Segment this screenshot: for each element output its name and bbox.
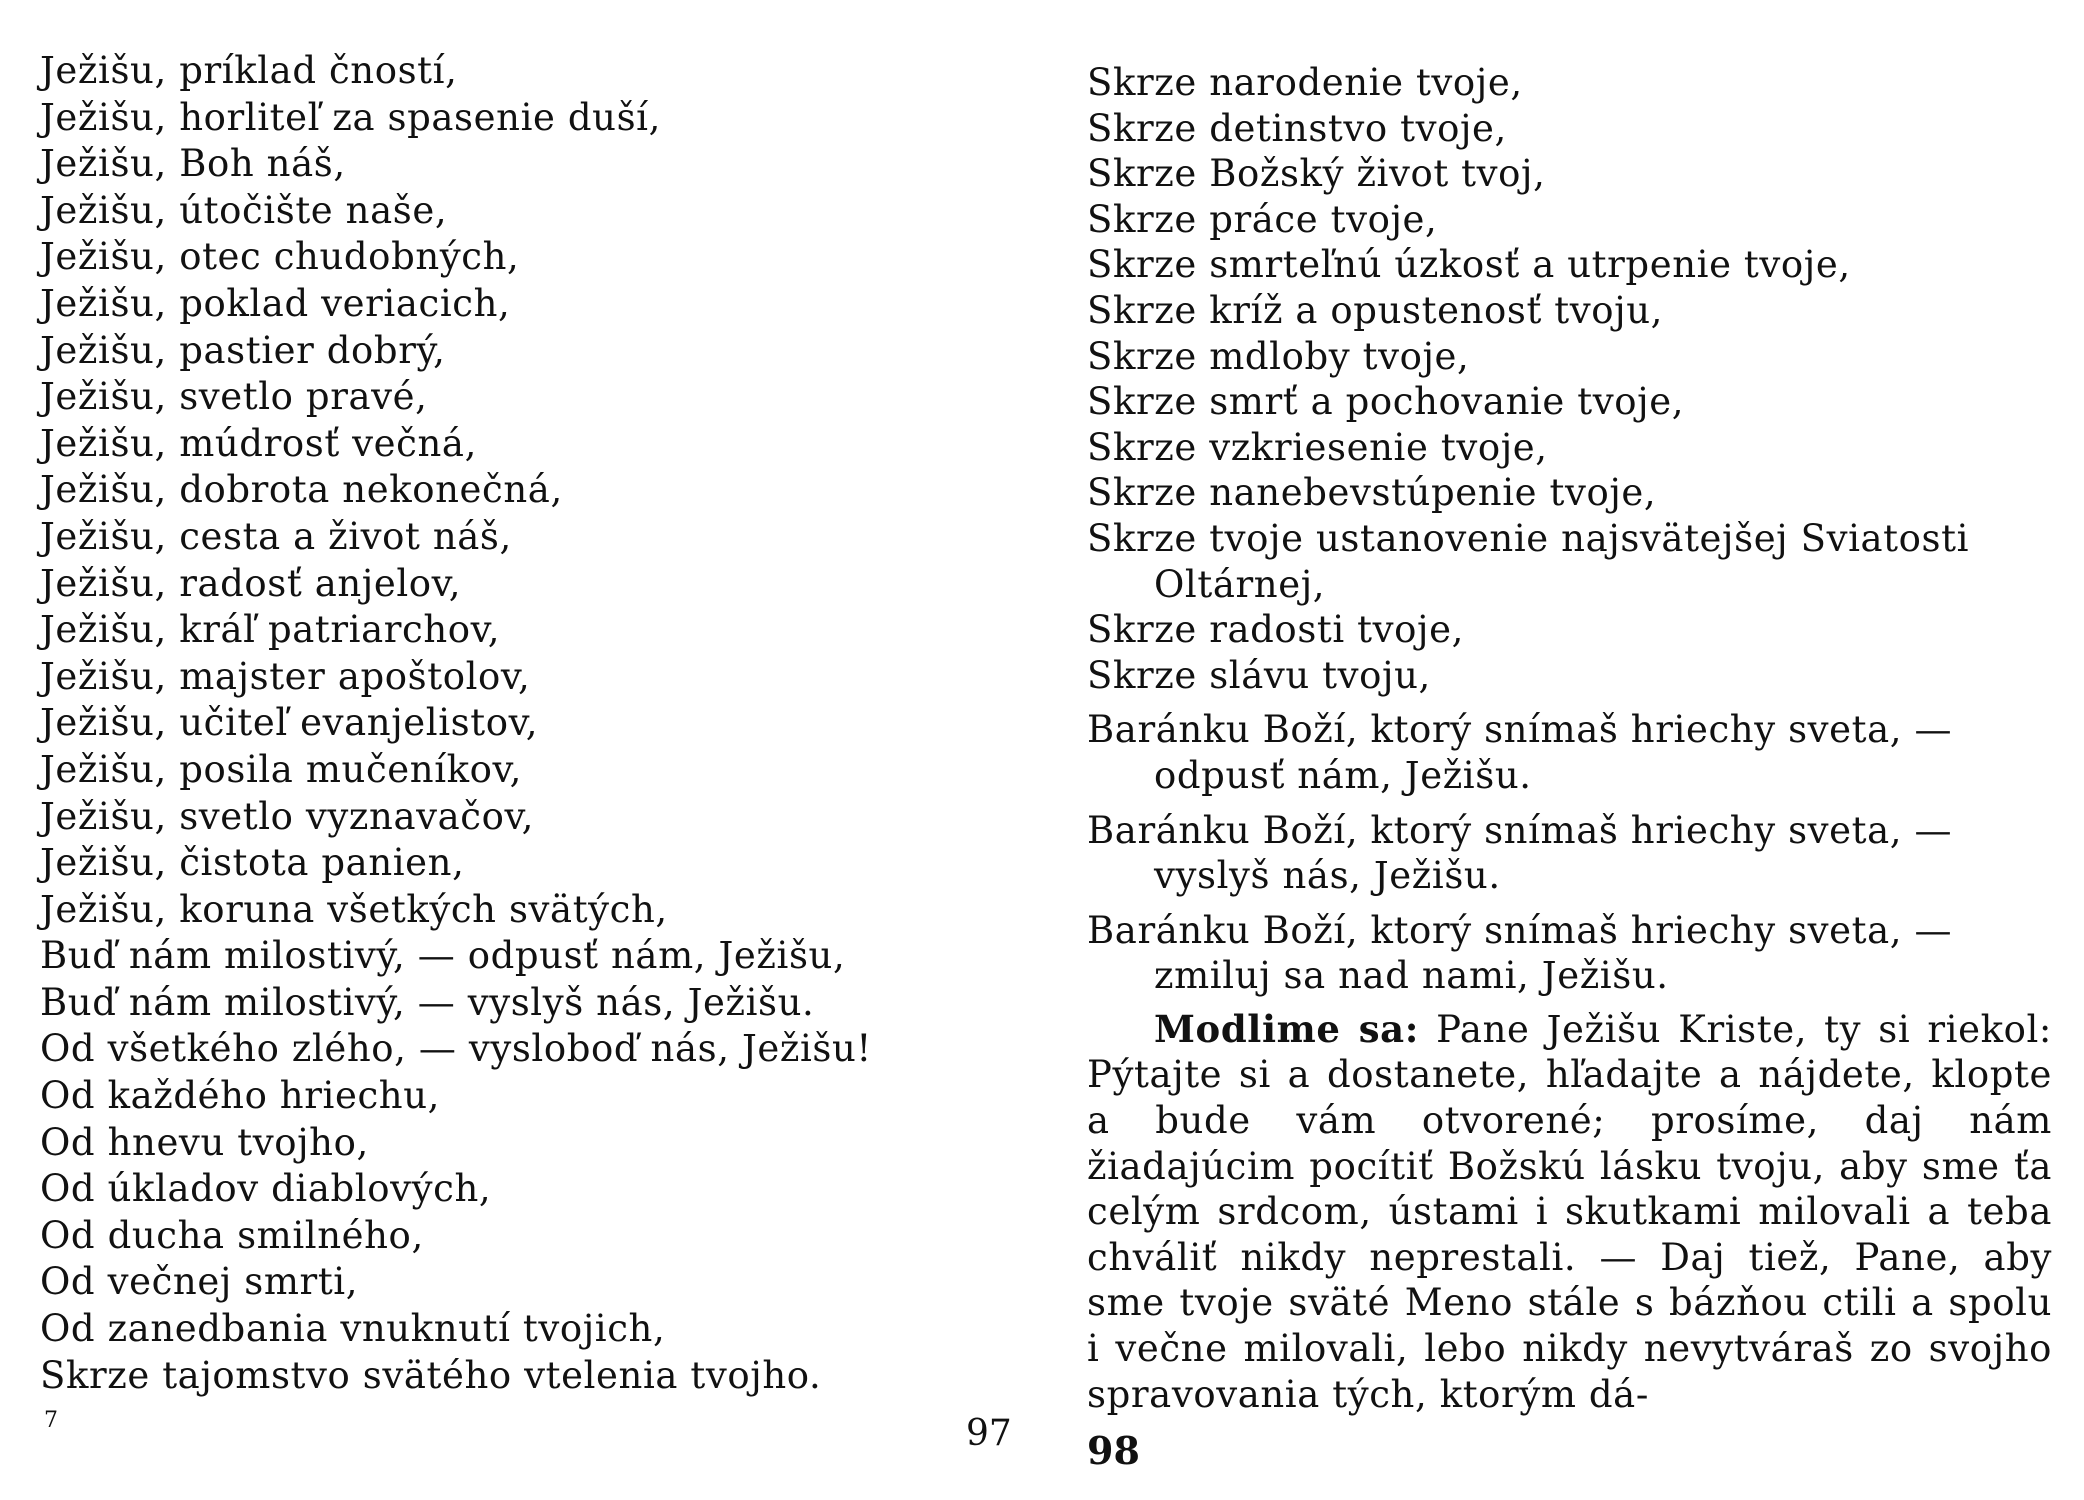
litany-list-right <box>1087 60 2052 1417</box>
agnus-dei-line: Baránku Boží, ktorý snímaš hriechy sveta, — <box>1087 708 1953 752</box>
litany-line: Skrze narodenie tvoje, <box>1087 61 1523 104</box>
litany-line: Buď nám milostivý, — odpusť nám, Ježišu, <box>40 934 846 978</box>
prayer-text: Pane Ježišu Kriste, ty si riekol: Pýtajte si a dostanete, hľadajte a nájdete, klopte a bude vám otvorené; prosíme, daj nám žiadajúcim pocítiť Božskú lásku tvoju, aby sme ťa celým srdcom, ústami i skutkami milovali a teba chváliť nikdy neprestali. — Daj tiež, Pane, aby sme tvoje sväté Meno stále s bázňou ctili a spolu i večne milovali, lebo nikdy nevytváraš zo svojho spravovania tých, ktorým dá- <box>1087 1007 2052 1416</box>
litany-line: Ježišu, Boh náš, <box>40 142 346 186</box>
litany-line: Od úkladov diablových, <box>40 1167 492 1211</box>
prayer-label: Modlime sa: <box>1154 1006 1419 1051</box>
litany-line: Skrze tvoje ustanovenie najsvätejšej Sviatosti <box>1087 516 1969 560</box>
litany-line: Ježišu, poklad veriacich, <box>40 281 511 325</box>
agnus-dei-invocation <box>1087 707 2052 798</box>
agnus-dei-response: odpusť nám, Ježišu. <box>1154 753 1532 797</box>
litany-line: Skrze smrť a pochovanie tvoje, <box>1087 380 1685 424</box>
litany-line-continuation: Oltárnej, <box>1154 562 1326 606</box>
closing-prayer <box>1087 1007 2052 1417</box>
litany-line: Skrze práce tvoje, <box>1087 197 1438 241</box>
litany-line: Ježišu, dobrota nekonečná, <box>40 468 563 512</box>
litany-line: Ježišu, cesta a život náš, <box>40 514 512 558</box>
page-number: 98 <box>1087 1428 1140 1473</box>
litany-line: Skrze slávu tvoju, <box>1087 653 1431 697</box>
litany-line: Ježišu, otec chudobných, <box>40 235 520 279</box>
litany-line: Ježišu, pastier dobrý, <box>40 328 446 372</box>
litany-line: Od večnej smrti, <box>40 1260 359 1304</box>
litany-line: Skrze tajomstvo svätého vtelenia tvojho. <box>40 1353 822 1397</box>
agnus-dei-invocation <box>1087 908 2052 999</box>
litany-line: Ježišu, učiteľ evanjelistov, <box>40 701 539 745</box>
litany-line: Buď nám milostivý, — vyslyš nás, Ježišu. <box>40 980 815 1024</box>
litany-line: Ježišu, posila mučeníkov, <box>40 747 522 791</box>
folio-mark: 7 <box>44 1408 58 1433</box>
litany-line: Ježišu, útočište naše, <box>40 188 448 232</box>
litany-line: Ježišu, svetlo pravé, <box>40 375 428 419</box>
litany-line: Od zanedbania vnuknutí tvojich, <box>40 1307 666 1351</box>
agnus-dei-line: Baránku Boží, ktorý snímaš hriechy sveta, — <box>1087 908 1953 952</box>
litany-line: Skrze vzkriesenie tvoje, <box>1087 425 1548 469</box>
agnus-dei-invocation <box>1087 808 2052 899</box>
litany-line: Ježišu, príklad čností, <box>40 49 458 92</box>
litany-line: Ježišu, svetlo vyznavačov, <box>40 794 534 838</box>
litany-line: Ježišu, koruna všetkých svätých, <box>40 887 668 931</box>
litany-line: Skrze smrteľnú úzkosť a utrpenie tvoje, <box>1087 243 1851 287</box>
right-page <box>1042 0 2084 1500</box>
litany-line: Od všetkého zlého, — vysloboď nás, Ježišu! <box>40 1027 872 1071</box>
page-number: 97 <box>966 1413 1012 1454</box>
litany-line: Ježišu, radosť anjelov, <box>40 561 462 605</box>
litany-line: Od hnevu tvojho, <box>40 1120 369 1164</box>
litany-line: Skrze radosti tvoje, <box>1087 608 1464 652</box>
agnus-dei-response: vyslyš nás, Ježišu. <box>1154 854 1501 898</box>
litany-line: Skrze kríž a opustenosť tvoju, <box>1087 288 1663 332</box>
litany-line: Ježišu, horliteľ za spasenie duší, <box>40 95 661 139</box>
agnus-dei-response: zmiluj sa nad nami, Ježišu. <box>1154 954 1669 998</box>
litany-list-left <box>40 48 1000 1399</box>
litany-line: Skrze mdloby tvoje, <box>1087 334 1470 378</box>
agnus-dei-line: Baránku Boží, ktorý snímaš hriechy sveta, — <box>1087 808 1953 852</box>
litany-line: Ježišu, majster apoštolov, <box>40 654 531 698</box>
litany-line: Skrze Božský život tvoj, <box>1087 152 1546 196</box>
litany-line: Od ducha smilného, <box>40 1213 424 1257</box>
litany-line: Skrze detinstvo tvoje, <box>1087 106 1507 150</box>
litany-line: Ježišu, čistota panien, <box>40 841 465 885</box>
litany-line: Ježišu, múdrosť večná, <box>40 421 477 465</box>
litany-line: Ježišu, kráľ patriarchov, <box>40 608 501 652</box>
litany-line: Od každého hriechu, <box>40 1074 440 1118</box>
litany-line: Skrze nanebevstúpenie tvoje, <box>1087 471 1657 515</box>
